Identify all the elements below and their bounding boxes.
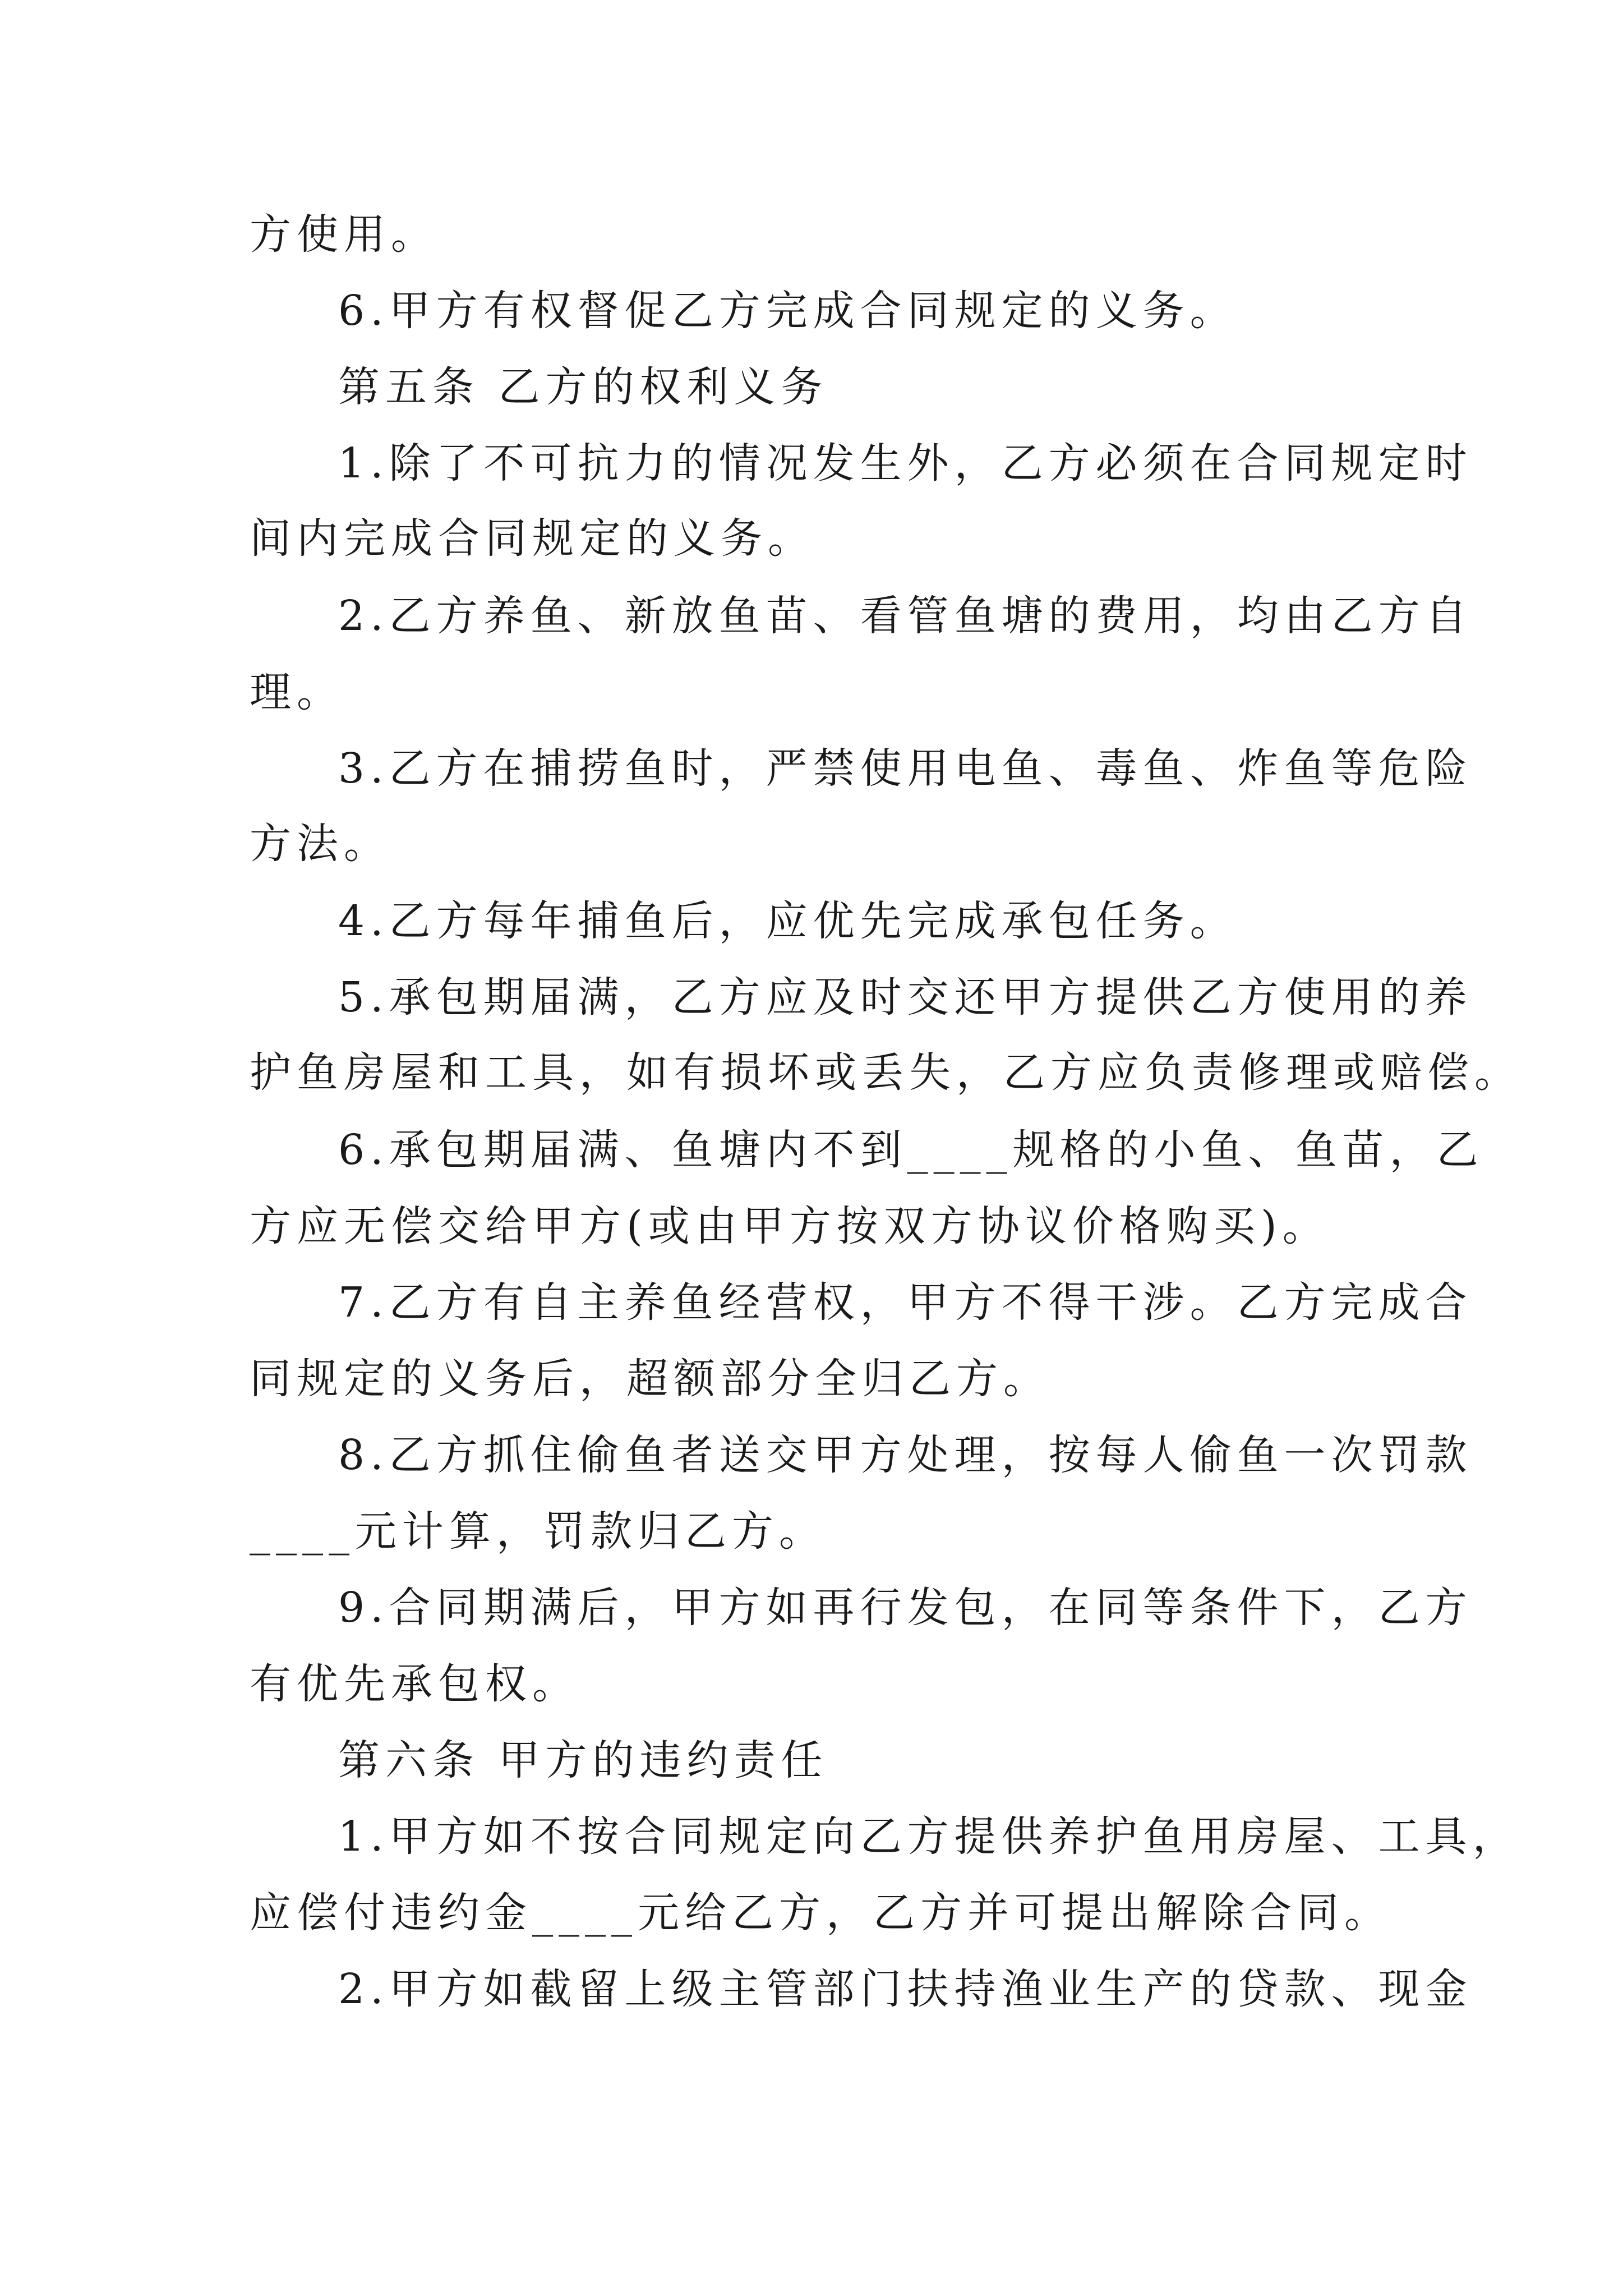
text-line: 2.甲方如截留上级主管部门扶持渔业生产的贷款、现金 (338, 1965, 1473, 2013)
text-line: 4.乙方每年捕鱼后，应优先完成承包任务。 (338, 897, 1237, 945)
text-line: 1.甲方如不按合同规定向乙方提供养护鱼用房屋、工具， (338, 1812, 1520, 1861)
text-line: 方使用。 (250, 210, 438, 259)
section-heading: 第六条 甲方的违约责任 (338, 1736, 828, 1784)
text-line: 8.乙方抓住偷鱼者送交甲方处理，按每人偷鱼一次罚款 (338, 1431, 1473, 1479)
text-line: 应偿付违约金____元给乙方，乙方并可提出解除合同。 (250, 1889, 1391, 1937)
text-line: 护鱼房屋和工具，如有损坏或丢失，乙方应负责修理或赔偿。 (250, 1048, 1521, 1097)
text-line: 6.甲方有权督促乙方完成合同规定的义务。 (338, 287, 1237, 335)
text-line: 同规定的义务后，超额部分全归乙方。 (250, 1355, 1050, 1403)
text-line: 9.合同期满后，甲方如再行发包，在同等条件下，乙方 (338, 1584, 1473, 1632)
text-line: 间内完成合同规定的义务。 (250, 514, 815, 563)
text-line: 1.除了不可抗力的情况发生外，乙方必须在合同规定时 (338, 439, 1473, 487)
text-line: ____元计算，罚款归乙方。 (250, 1507, 826, 1556)
section-heading: 第五条 乙方的权利义务 (338, 363, 828, 411)
text-line: 3.乙方在捕捞鱼时，严禁使用电鱼、毒鱼、炸鱼等危险 (338, 744, 1473, 793)
text-line: 理。 (250, 668, 344, 716)
text-line: 5.承包期届满，乙方应及时交还甲方提供乙方使用的养 (338, 973, 1473, 1022)
text-line: 7.乙方有自主养鱼经营权，甲方不得干涉。乙方完成合 (338, 1278, 1473, 1327)
text-line: 方应无偿交给甲方(或由甲方按双方协议价格购买)。 (250, 1202, 1330, 1250)
text-line: 有优先承包权。 (250, 1660, 579, 1708)
text-line: 方法。 (250, 820, 391, 868)
text-line: 6.承包期届满、鱼塘内不到____规格的小鱼、鱼苗，乙 (338, 1126, 1484, 1174)
text-line: 2.乙方养鱼、新放鱼苗、看管鱼塘的费用，均由乙方自 (338, 592, 1473, 640)
